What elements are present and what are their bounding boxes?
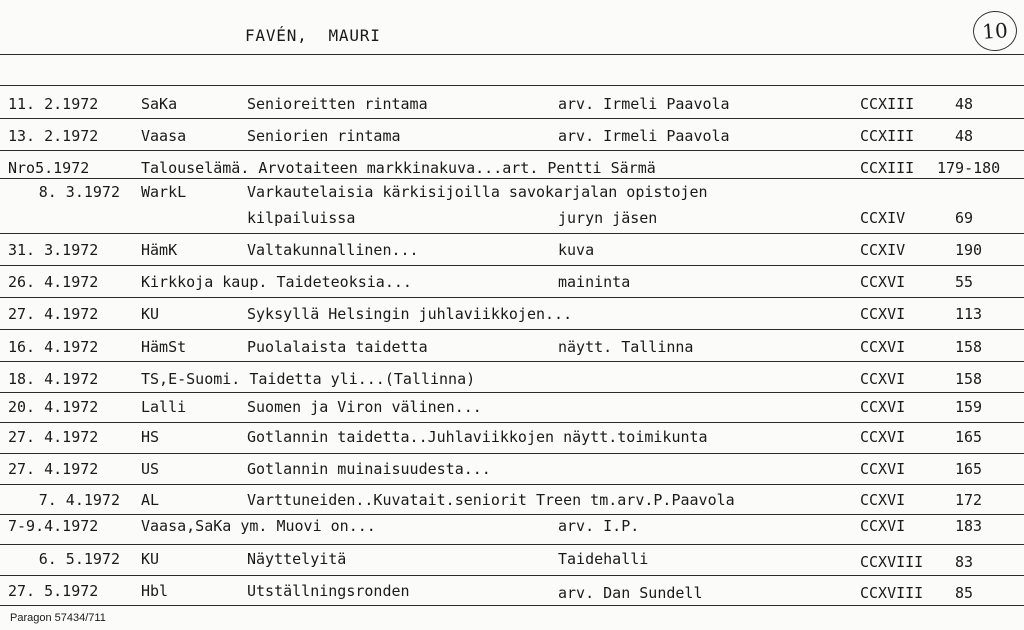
entry-volume: CCXVI (860, 398, 906, 416)
card-title: FAVÉN, MAURI (245, 26, 381, 45)
row-divider (0, 178, 1024, 179)
entry-title: Varttuneiden..Kuvatait.seniorit Treen tm.arv.P.Paavola (247, 491, 735, 509)
entry-source: US (141, 460, 160, 478)
entry-date: 27. 4.1972 (8, 460, 99, 478)
entry-date: Nro5.1972 (8, 159, 90, 177)
row-divider (0, 514, 1024, 515)
entry-date: 16. 4.1972 (8, 338, 99, 356)
row-divider (0, 297, 1024, 298)
row-divider (0, 118, 1024, 119)
entry-source: WarkL (141, 183, 187, 201)
page-number: 10 (972, 10, 1019, 53)
row-divider (0, 361, 1024, 362)
entry-date: 31. 3.1972 (8, 241, 99, 259)
entry-title: Gotlannin taidetta..Juhlaviikkojen näytt.toimikunta (247, 428, 708, 446)
row-divider (0, 85, 1024, 86)
entry-volume: CCXVI (860, 491, 906, 509)
entry-source: SaKa (141, 95, 178, 113)
entry-date: 13. 2.1972 (8, 127, 99, 145)
entry-page: 172 (955, 491, 983, 509)
row-divider (0, 453, 1024, 454)
entry-title-continued: kilpailuissa (247, 209, 356, 227)
entry-page: 165 (955, 428, 983, 446)
entry-source: KU (141, 305, 160, 323)
entry-date: 27. 4.1972 (8, 305, 99, 323)
row-divider (0, 150, 1024, 151)
entry-date: 7-9.4.1972 (8, 517, 99, 535)
entry-text: TS,E-Suomi. Taidetta yli...(Tallinna) (141, 370, 476, 388)
entry-page: 158 (955, 338, 983, 356)
entry-date: 27. 5.1972 (8, 582, 99, 600)
entry-text: Vaasa,SaKa ym. Muovi on... (141, 517, 376, 535)
entry-page: 158 (955, 370, 983, 388)
entry-note: arv. Irmeli Paavola (558, 95, 730, 113)
entry-title: Syksyllä Helsingin juhlaviikkojen... (247, 305, 573, 323)
entry-volume: CCXIV (860, 209, 906, 227)
entry-volume: CCXIII (860, 127, 915, 145)
entry-date: 18. 4.1972 (8, 370, 99, 388)
entry-page: 69 (955, 209, 974, 227)
entry-page: 190 (955, 241, 983, 259)
entry-source: HämK (141, 241, 178, 259)
entry-page: 85 (955, 584, 974, 602)
entry-note: arv. I.P. (558, 517, 640, 535)
entry-date: 6. 5.1972 (38, 550, 120, 568)
entry-date: 11. 2.1972 (8, 95, 99, 113)
row-divider (0, 575, 1024, 576)
entry-page: 165 (955, 460, 983, 478)
row-divider (0, 233, 1024, 234)
header-divider (0, 54, 1024, 55)
entry-page: 83 (955, 553, 974, 571)
entry-title: Utställningsronden (247, 582, 410, 600)
entry-page: 183 (955, 517, 983, 535)
entry-date: 7. 4.1972 (38, 491, 120, 509)
entry-page: 48 (955, 95, 974, 113)
entry-title: Gotlannin muinaisuudesta... (247, 460, 491, 478)
entry-volume: CCXVI (860, 517, 906, 535)
entry-page: 179-180 (937, 159, 1001, 177)
entry-page: 48 (955, 127, 974, 145)
row-divider (0, 605, 1024, 606)
entry-source: AL (141, 491, 160, 509)
entry-text: Talouselämä. Arvotaiteen markkinakuva...art. Pentti Särmä (141, 159, 656, 177)
entry-title: Valtakunnallinen... (247, 241, 419, 259)
entry-volume: CCXVI (860, 428, 906, 446)
entry-note: kuva (558, 241, 595, 259)
entry-note: arv. Irmeli Paavola (558, 127, 730, 145)
entry-source: Hbl (141, 582, 169, 600)
entry-title: Puolalaista taidetta (247, 338, 428, 356)
entry-source: Vaasa (141, 127, 187, 145)
entry-volume: CCXVIII (860, 584, 924, 602)
entry-text: Kirkkoja kaup. Taideteoksia... (141, 273, 412, 291)
entry-note: arv. Dan Sundell (558, 584, 703, 602)
entry-date: 8. 3.1972 (38, 183, 120, 201)
entry-volume: CCXVI (860, 460, 906, 478)
entry-volume: CCXVI (860, 273, 906, 291)
entry-source: HS (141, 428, 160, 446)
entry-note: Taidehalli (558, 550, 649, 568)
entry-date: 27. 4.1972 (8, 428, 99, 446)
row-divider (0, 422, 1024, 423)
entry-source: KU (141, 550, 160, 568)
entry-volume: CCXVI (860, 370, 906, 388)
entry-volume: CCXVI (860, 305, 906, 323)
row-divider (0, 484, 1024, 485)
entry-source: Lalli (141, 398, 187, 416)
form-printer-mark: Paragon 57434/711 (10, 612, 106, 624)
row-divider (0, 392, 1024, 393)
entry-title: Senioreitten rintama (247, 95, 428, 113)
row-divider (0, 544, 1024, 545)
entry-title: Varkautelaisia kärkisijoilla savokarjalan opistojen (247, 183, 708, 201)
entry-date: 20. 4.1972 (8, 398, 99, 416)
entry-page: 55 (955, 273, 974, 291)
row-divider (0, 265, 1024, 266)
entry-volume: CCXIV (860, 241, 906, 259)
entry-date: 26. 4.1972 (8, 273, 99, 291)
entry-title: Näyttelyitä (247, 550, 347, 568)
entry-note: maininta (558, 273, 631, 291)
entry-note: juryn jäsen (558, 209, 658, 227)
entry-volume: CCXIII (860, 159, 915, 177)
entry-page: 159 (955, 398, 983, 416)
entry-title: Seniorien rintama (247, 127, 401, 145)
entry-title: Suomen ja Viron välinen... (247, 398, 482, 416)
entry-source: HämSt (141, 338, 187, 356)
row-divider (0, 329, 1024, 330)
entry-volume: CCXVI (860, 338, 906, 356)
entry-note: näytt. Tallinna (558, 338, 694, 356)
entry-volume: CCXVIII (860, 553, 924, 571)
entry-page: 113 (955, 305, 983, 323)
entry-volume: CCXIII (860, 95, 915, 113)
